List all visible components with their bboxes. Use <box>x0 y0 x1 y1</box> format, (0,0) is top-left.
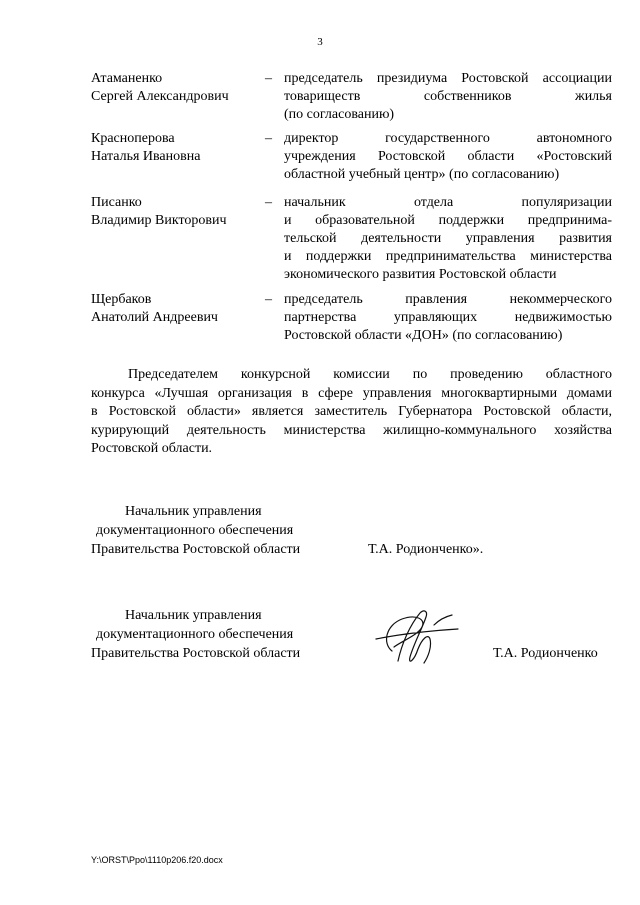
signatory-title-line: Начальник управления <box>125 504 262 519</box>
signer-name: Т.А. Родионченко <box>493 646 598 661</box>
paragraph-line: Ростовской области. <box>91 441 213 456</box>
member-surname: Атаманенко <box>91 71 163 86</box>
page-number: 3 <box>317 36 323 48</box>
role-line: председатель правления некоммерческого <box>284 292 612 307</box>
paragraph-line: курирующий деятельность министерства жилищно-коммунального хозяйства <box>91 422 612 438</box>
signature-block <box>91 502 631 572</box>
signatory-title-line: документационного обеспечения <box>96 627 294 642</box>
role-line: и образовательной поддержки предпринима- <box>284 213 612 228</box>
member-name <box>91 291 261 327</box>
role-line: председатель президиума Ростовской ассоциации <box>284 71 612 86</box>
member-given-name: Владимир Викторович <box>91 213 227 228</box>
role-line: начальник отдела популяризации <box>284 195 612 210</box>
member-entry <box>91 130 611 190</box>
signatory-title-line: Правительства Ростовской области <box>91 646 301 661</box>
signatory-title-line: Начальник управления <box>125 608 262 623</box>
member-name <box>91 130 261 166</box>
member-given-name: Анатолий Андреевич <box>91 310 218 325</box>
member-name <box>91 70 261 106</box>
body-paragraph <box>91 366 612 459</box>
role-line: областной учебный центр» (по согласованию) <box>284 167 560 182</box>
dash: – <box>265 131 272 146</box>
member-surname: Щербаков <box>91 292 152 307</box>
member-entry <box>91 194 611 286</box>
member-given-name: Наталья Ивановна <box>91 149 201 164</box>
member-role <box>284 70 612 124</box>
dash: – <box>265 195 272 210</box>
dash: – <box>265 71 272 86</box>
member-role <box>284 291 612 345</box>
role-line: тельской деятельности управления развития <box>284 231 612 246</box>
member-role <box>284 130 612 184</box>
role-line: партнерства управляющих недвижимостью <box>284 310 612 325</box>
dash: – <box>265 292 272 307</box>
role-line: учреждения Ростовской области «Ростовский <box>284 149 612 164</box>
member-role <box>284 194 612 284</box>
paragraph-line: в Ростовской области» является заместитель Губернатора Ростовской области, <box>91 404 612 419</box>
role-line: товариществ собственников жилья <box>284 89 612 104</box>
file-path-footer: Y:\ORST\Ppo\1110p206.f20.docx <box>91 855 223 865</box>
signature-block <box>91 606 631 676</box>
member-name <box>91 194 261 230</box>
handwritten-signature <box>372 603 462 673</box>
role-line: директор государственного автономного <box>284 131 612 146</box>
role-line: экономического развития Ростовской области <box>284 267 557 282</box>
paragraph-line: Председателем конкурсной комиссии по проведению областного <box>128 367 612 382</box>
signer-name: Т.А. Родионченко». <box>368 542 484 557</box>
role-line: (по согласованию) <box>284 107 395 122</box>
paragraph-line: конкурса «Лучшая организация в сфере управления многоквартирными домами <box>91 385 612 401</box>
signatory-title-line: документационного обеспечения <box>96 523 294 538</box>
role-line: и поддержки предпринимательства министерства <box>284 249 612 264</box>
member-surname: Красноперова <box>91 131 175 146</box>
signatory-title-line: Правительства Ростовской области <box>91 542 301 557</box>
role-line: Ростовской области «ДОН» (по согласованию) <box>284 328 563 343</box>
member-entry <box>91 291 611 351</box>
member-given-name: Сергей Александрович <box>91 89 229 104</box>
member-entry <box>91 70 611 130</box>
member-surname: Писанко <box>91 195 142 210</box>
